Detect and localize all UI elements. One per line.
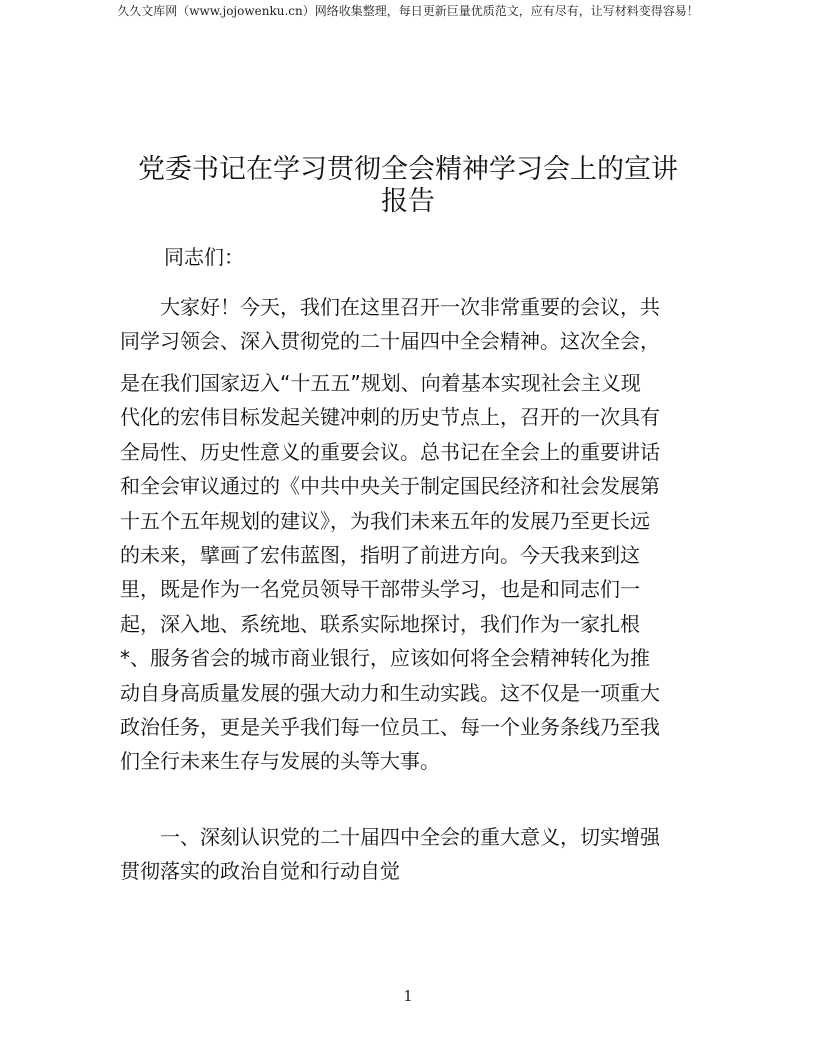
paragraph-line: 十五个五年规划的建议》，为我们未来五年的发展乃至更长远 <box>120 508 650 533</box>
paragraph-line: 动自身高质量发展的强大动力和生动实践。这不仅是一项重大 <box>120 680 660 705</box>
header-note: 久久文库网（www.jojowenku.cn）网络收集整理，每日更新巨量优质范文，应有尽有，让写材料变得容易！ <box>117 4 699 18</box>
section-heading-1 <box>120 820 702 889</box>
paragraph-line: *、服务省会的城市商业银行，应该如何将全会精神转化为推 <box>120 646 650 671</box>
heading-line: 一、深刻认识党的二十届四中全会的重大意义，切实增强 <box>120 825 660 849</box>
page-number: 1 <box>403 987 413 1005</box>
paragraph-line: 政治任务，更是关乎我们每一位员工、每一个业务条线乃至我 <box>120 715 660 740</box>
paragraph-line: 全局性、历史性意义的重要会议。总书记在全会上的重要讲话 <box>120 439 660 464</box>
paragraph-body <box>120 366 702 779</box>
paragraph-line: 和全会审议通过的《中共中央关于制定国民经济和社会发展第 <box>120 474 660 499</box>
paragraph-line: 起，深入地、系统地、联系实际地探讨，我们作为一家扎根 <box>120 611 640 636</box>
paragraph-line: 是在我们国家迈入“十五五”规划、向着基本实现社会主义现 <box>120 371 641 395</box>
title-line-1: 党委书记在学习贯彻全会精神学习会上的宣讲 <box>138 154 678 185</box>
paragraph-line: 的未来，擘画了宏伟蓝图，指明了前进方向。今天我来到这 <box>120 543 640 568</box>
paragraph-opening <box>120 290 702 359</box>
paragraph-line: 大家好！今天，我们在这里召开一次非常重要的会议，共 <box>120 295 660 319</box>
title-line-2: 报告 <box>381 186 435 217</box>
paragraph-line: 同学习领会、深入贯彻党的二十届四中全会精神。这次全会， <box>120 329 660 354</box>
greeting: 同志们： <box>164 245 244 269</box>
heading-line: 贯彻落实的政治自觉和行动自觉 <box>120 859 400 884</box>
paragraph-line: 们全行未来生存与发展的头等大事。 <box>120 749 440 774</box>
paragraph-line: 里，既是作为一名党员领导干部带头学习，也是和同志们一 <box>120 577 640 602</box>
paragraph-line: 代化的宏伟目标发起关键冲刺的历史节点上，召开的一次具有 <box>120 405 660 430</box>
document-title <box>116 154 700 218</box>
